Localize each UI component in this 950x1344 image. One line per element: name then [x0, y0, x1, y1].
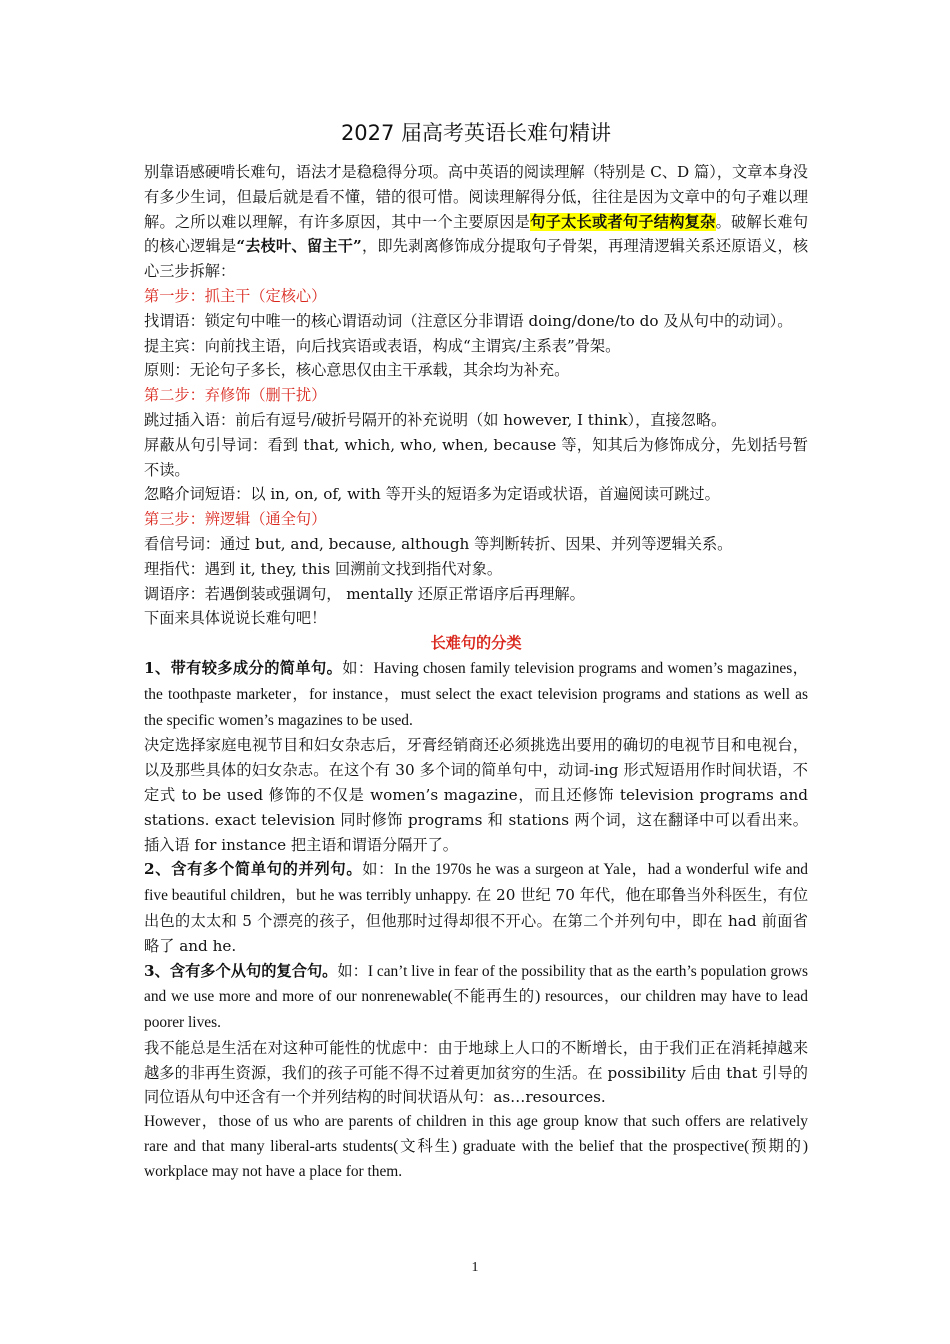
step-line: 理指代：遇到 it, they, this 回溯前文找到指代对象。 — [144, 559, 503, 578]
intro-bold: “去枝叶、留主干” — [236, 237, 362, 256]
step-line: 提主宾：向前找主语，向后找宾语或表语，构成“主谓宾/主系表”骨架。 — [144, 336, 621, 355]
category-heading: 1、带有较多成分的简单句。 — [144, 658, 343, 677]
step-line: 原则：无论句子多长，核心意思仅由主干承载，其余均为补充。 — [144, 361, 570, 380]
category-explanation: 在 20 世纪 70 年代，他在耶鲁当外科医生，有位出色的太太和 5 个漂亮的孩子，但他那时过得却很不开心。在第二个并列句中，即在 had 前面省略了 and he. — [144, 886, 809, 955]
page-title: 2027 届高考英语长难句精讲 — [340, 121, 612, 145]
section-title: 长难句的分类 — [430, 634, 522, 653]
step-line: 跳过插入语：前后有逗号/破折号隔开的补充说明（如 however, I think），直接忽略。 — [144, 410, 727, 429]
step-line: 找谓语：锁定句中唯一的核心谓语动词（注意区分非谓语 doing/done/to do 及从句中的动词）。 — [144, 311, 793, 330]
final-example: However，those of us who are parents of children in this age group know that such offers are relatively rare and that many liberal-arts students(文科生) graduate with the belief that the prospective(预期的) workplace may not have a place for them. — [144, 1113, 808, 1180]
category-lead: 如： — [337, 961, 368, 980]
category-lead: 如： — [362, 860, 395, 879]
category-heading: 2、含有多个简单句的并列句。 — [144, 860, 363, 879]
intro-paragraph — [144, 160, 808, 284]
step-heading: 第一步：抓主干（定核心） — [144, 286, 327, 305]
category-explanation: 决定选择家庭电视节目和妇女杂志后，牙膏经销商还必须挑选出要用的确切的电视节目和电视台，以及那些具体的妇女杂志。在这个有 30 多个词的简单句中，动词-ing 形式短语用作时间状语，不定式 to be used 修饰的不仅是 women’s magazine，而且还修饰 television programs and stations. exact television 同时修饰 programs 和 stations 两个词，这在翻译中可以看出来。插入语 for instance 把主语和谓语分隔开了。 — [144, 736, 808, 854]
category-paragraph — [144, 857, 808, 958]
category-example: I can’t live in fear of the possibility that as the earth’s population grows and we use more and more of our nonrenewable(不能再生的) resources，our children may have to lead poorer lives. — [144, 962, 808, 1032]
transition-line: 下面来具体说说长难句吧！ — [144, 609, 327, 628]
intro-highlight: 句子太长或者句子结构复杂 — [530, 212, 716, 231]
category-paragraph — [144, 959, 808, 1036]
category-explanation: 我不能总是生活在对这种可能性的忧虑中：由于地球上人口的不断增长，由于我们正在消耗掉越来越多的非再生资源，我们的孩子可能不得不过着更加贫穷的生活。在 possibility 后由 that 引导的同位语从句中还含有一个并列结构的时间状语从句：as…resources. — [144, 1038, 808, 1107]
category-heading: 3、含有多个从句的复合句。 — [144, 961, 338, 980]
step-line: 忽略介词短语：以 in, on, of, with 等开头的短语多为定语或状语，首遍阅读可跳过。 — [144, 485, 720, 504]
intro-text-b: 。破解长难句的核心逻辑是 — [144, 212, 809, 256]
category-lead: 如： — [342, 658, 374, 677]
page-number: 1 — [471, 1260, 479, 1275]
step-line: 屏蔽从句引导词：看到 that, which, who, when, because 等，知其后为修饰成分，先划括号暂不读。 — [144, 435, 808, 479]
step-heading: 第三步：辨逻辑（通全句） — [144, 510, 327, 529]
category-example: In the 1970s he was a surgeon at Yale，had a wonderful wife and five beautiful children，but he was terribly unhappy. — [144, 861, 808, 905]
document-page — [144, 118, 808, 1185]
intro-text-c: ，即先剥离修饰成分提取句子骨架，再理清逻辑关系还原语义，核心三步拆解： — [144, 237, 809, 281]
step-line: 调语序：若遇倒装或强调句， mentally 还原正常语序后再理解。 — [144, 584, 585, 603]
step-heading: 第二步：弃修饰（删干扰） — [144, 386, 327, 405]
category-paragraph — [144, 656, 808, 733]
step-line: 看信号词：通过 but, and, because, although 等判断转折、因果、并列等逻辑关系。 — [144, 534, 733, 553]
category-example: Having chosen family television programs and women’s magazines，the toothpaste marketer，for instance，must select the exact television programs and stations as well as the specific women’s magazines to be used. — [144, 659, 809, 729]
intro-text-a: 别靠语感硬啃长难句，语法才是稳稳得分项。高中英语的阅读理解（特别是 C、D 篇），文章本身没有多少生词，但最后就是看不懂，错的很可惜。阅读理解得分低，往往是因为文章中的句子难以理解。之所以难以理解，有许多原因，其中一个主要原因是 — [144, 163, 808, 231]
